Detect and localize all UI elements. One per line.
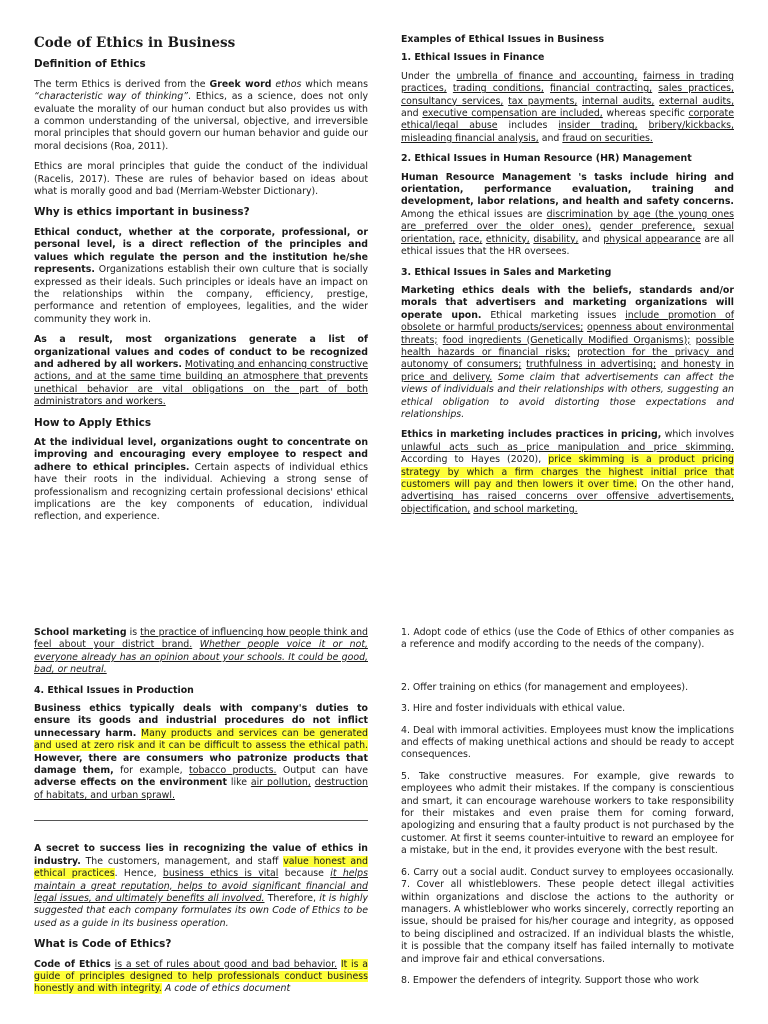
text-run: gender preference, [599, 221, 696, 233]
text-run: and [401, 108, 423, 120]
text-run: fraud on securities. [562, 132, 653, 144]
text-run: executive compensation are included, [422, 108, 603, 120]
text-run: like [226, 777, 251, 789]
text-run: Among the ethical issues are [401, 208, 547, 220]
text-run: is a set of rules about good and bad behavior. [114, 958, 338, 970]
list-item-1: 1. Adopt code of ethics (use the Code of Ethics of other companies as a reference and modify according to the needs of the company). [401, 627, 734, 651]
text-run [695, 221, 704, 232]
text-run: physical appearance [603, 233, 701, 245]
marketing-paragraph-2 [401, 429, 734, 516]
secret-to-success-paragraph [34, 843, 368, 930]
what-is-code-heading: What is Code of Ethics? [34, 938, 172, 951]
text-run: disability, [533, 233, 579, 245]
text-run: However, there are consumers who patronize products that damage them, [34, 752, 368, 777]
text-run: Ethics in marketing includes practices in pricing, [401, 429, 662, 441]
text-run: Certain aspects of individual ethics have their roots in the individual. Achieving a strong sense of professionalism and recognizing certain professional decisions' ethical implications are the key components of education, individual reflection, and experience. [34, 461, 368, 523]
text-run: It is a guide of principles designed to help professionals conduct business honestly and with integrity. [34, 958, 369, 995]
text-run: A code of ethics document [164, 983, 291, 995]
text-run: internal audits, [581, 95, 655, 107]
text-run: race, [458, 233, 483, 245]
text-run: . Ethics, as a science, does not only evaluate the morality of our human conduct but also provides us with a common understanding of the universal, objective, and irreversible moral principles that should govern our human behavior and guide our moral decisions (Roa, 2011). [34, 91, 368, 152]
text-run: which involves [661, 429, 734, 441]
text-run: Business ethics typically deals with company's duties to ensure its goods and industrial procedures do not inflict unnecessary harm. [34, 703, 368, 739]
text-run: “characteristic way of thinking” [34, 91, 189, 103]
text-run: destruction of habitats, and urban sprawl. [34, 777, 368, 801]
text-run: it is highly suggested that each company formulates its own Code of Ethics to be used as a guide in its business operation. [34, 892, 368, 929]
text-run: are all ethical issues that the HR oversees. [401, 233, 735, 258]
list-item-5: 5. Take constructive measures. For example, give rewards to employees who admit their mistakes. If the company is conscientious and smart, it can encourage warehouse workers to take responsibility for their mistakes and even praise them for coming forward, apologizing and ensuring that a faulty product is not purchased by the customer. At first it seems counter-intuitive to reward an employee for a mistake, but in the end, it provides everyone with the best result. [401, 770, 734, 857]
text-run: Ethical conduct, whether at the corporate, professional, or personal level, is a direct reflection of the principles and values which regulate the person and the institution he/she represents. [34, 226, 368, 276]
text-run: As a result, most organizations generate a list of organizational values and codes of conduct to be recognized and adhered by all workers. [34, 334, 368, 370]
text-run: external audits, [659, 95, 735, 107]
text-run: truthfulness in advertising; [526, 359, 657, 371]
text-run: School marketing [34, 627, 127, 638]
text-run: whereas specific [602, 108, 689, 120]
finance-paragraph [401, 71, 734, 145]
how-to-apply-heading: How to Apply Ethics [34, 416, 152, 429]
text-run: for example, [113, 765, 190, 777]
text-run: Whether people voice it or not, everyone already has an opinion about your schools. It could be good, bad, or neutral. [34, 639, 368, 676]
column-bottom-left [34, 627, 368, 1024]
text-run: discrimination by age (the young ones are preferred over the older ones), [401, 208, 734, 233]
how-to-apply-paragraph [34, 437, 368, 524]
text-run: food ingredients (Genetically Modified Organisms); [442, 334, 691, 346]
text-run: which means [301, 78, 369, 90]
document-title: Code of Ethics in Business [34, 35, 236, 51]
text-run: value honest and ethical practices [34, 855, 368, 880]
text-run: ethos [275, 78, 302, 90]
column-top-right [401, 34, 734, 554]
definition-heading: Definition of Ethics [34, 58, 146, 71]
text-run: Marketing ethics deals with the beliefs, standards and/or morals that advertisers and marketing organizations will operate upon. [401, 284, 734, 321]
hr-paragraph [401, 172, 734, 259]
list-item-6: 6. Carry out a social audit. Conduct survey to employees occasionally. 7. Cover all whistleblowers. These people detect illegal activities within organizations and disclose the actions to the authority or managers. A whistleblower who works sincerely, correctly reporting an issue, should be praised for his/her courage and integrity, as opposed to being disciplined and ostracized. If an individual blasts the whistle, it is possible that the company itself has failed internally to motivate and improve fair and ethical conversations. [401, 866, 734, 965]
list-item-8: 8. Empower the defenders of integrity. Support those who work [401, 974, 699, 986]
school-marketing-paragraph [34, 627, 368, 677]
list-item-3: 3. Hire and foster individuals with ethical value. [401, 703, 626, 715]
text-run: protection for the privacy and autonomy of consumers; [401, 346, 734, 371]
what-is-code-paragraph [34, 959, 368, 996]
text-run: Code of Ethics [34, 958, 111, 970]
text-run: misleading financial analysis, [401, 132, 539, 144]
text-run [591, 221, 600, 232]
column-top-left [34, 34, 369, 523]
text-run [638, 120, 649, 131]
text-run: price skimming is a product pricing strategy by which a firm charges the highest initial price that customers will pay and then lowers it over time. [401, 454, 734, 490]
text-run: tax payments, [508, 95, 578, 107]
text-run: . Hence, [114, 868, 163, 880]
text-run: business ethics is vital [162, 868, 279, 880]
text-run: and honesty in price and delivery. [401, 359, 734, 383]
text-run: financial contracting, [550, 83, 653, 95]
text-run: Motivating and enhancing constructive actions, and at the same time building an atmosphere that prevents unethical behavior are vital obligations on the part of both administrators and workers. [34, 358, 368, 408]
marketing-paragraph-1 [401, 285, 734, 421]
text-run: The term Ethics is derived from the [34, 78, 210, 90]
text-run: fairness in trading practices, [401, 70, 734, 95]
list-item-2: 2. Offer training on ethics (for management and employees). [401, 681, 689, 693]
text-run [192, 639, 199, 650]
text-run: At the individual level, organizations ought to concentrate on improving and encouraging every employee to respect and adhere to ethical principles. [34, 436, 368, 473]
text-run: and school marketing. [473, 503, 578, 515]
text-run: advertising has raised concerns over offensive advertisements, [401, 491, 734, 503]
text-run: Human Resource Management 's tasks include hiring and orientation, performance evaluation, training and development, labor relations, and health and safety concerns. [401, 171, 734, 208]
text-run: objectification, [401, 503, 471, 515]
text-run: ethnicity, [485, 233, 530, 245]
text-run: Under the [401, 70, 457, 82]
text-run: consultancy services, [401, 95, 504, 107]
text-run: openness about environmental threats; [401, 322, 735, 346]
text-run: insider trading, [558, 120, 638, 132]
why-important-paragraph-1 [34, 227, 368, 326]
text-run: the practice of influencing how people think and feel about your district brand. [34, 627, 368, 651]
examples-heading: Examples of Ethical Issues in Business [401, 34, 605, 45]
text-run: Therefore, [264, 892, 320, 904]
text-run: unlawful acts such as price manipulation and price skimming. [401, 441, 734, 453]
text-run: Output can have [276, 765, 368, 777]
production-heading: 4. Ethical Issues in Production [34, 684, 194, 696]
text-run: According to Hayes (2020), [401, 454, 549, 466]
text-run: The customers, management, and staff [80, 855, 284, 867]
finance-heading: 1. Ethical Issues in Finance [401, 52, 545, 64]
column-bottom-right [401, 627, 734, 1024]
text-run: possible health hazards or financial risks; [401, 334, 734, 358]
text-run: bribery/kickbacks, [648, 120, 734, 132]
text-run: trading conditions, [452, 83, 544, 95]
text-run: air pollution, [250, 777, 311, 789]
definition-paragraph-1 [34, 79, 368, 153]
divider [34, 820, 368, 821]
text-run: include promotion of obsolete or harmful products/services; [401, 309, 735, 334]
text-run: is [126, 627, 141, 638]
why-important-paragraph-2 [34, 334, 368, 408]
why-important-heading: Why is ethics important in business? [34, 206, 250, 219]
text-run: and [578, 233, 604, 245]
text-run: includes [497, 120, 559, 132]
text-run: sales practices, [658, 83, 734, 95]
text-run: Some claim that advertisements can affect the views of individuals and their relationships with others, suggesting an ethical obligation to avoid distorting those expectations and relationships. [401, 371, 735, 420]
text-run: A secret to success lies in recognizing the value of ethics in industry. [34, 843, 368, 867]
text-run: tobacco products. [189, 765, 277, 777]
list-item-4: 4. Deal with immoral activities. Employees must know the implications and effects of making unethical actions and should be ready to accept consequences. [401, 724, 734, 761]
text-run: adverse effects on the environment [34, 777, 227, 789]
text-run: it helps maintain a great reputation, helps to avoid significant financial and legal issues, and ultimately benefits all involved. [34, 868, 368, 904]
text-run: Organizations establish their own culture that is socially expressed as their ideals. Such principles or ideals have an impact on the relationships within the company, efficiency, prestige, performance and retention of employees, legalities, and the wider community they work in. [34, 264, 368, 325]
hr-heading: 2. Ethical Issues in Human Resource (HR) Management [401, 153, 692, 165]
text-run: sexual orientation, [401, 221, 735, 245]
text-run: Greek word [209, 78, 272, 90]
text-run: Many products and services can be generated and used at zero risk and it can be difficult to assess the ethical path. [34, 727, 368, 752]
text-run: Ethics are moral principles that guide the conduct of the individual (Racelis, 2017). These are rules of behavior based on ideas about what is morally good and bad (Merriam-Webster Dictionary). [34, 161, 368, 198]
text-run: and [538, 132, 563, 144]
text-run: corporate ethical/legal abuse [401, 108, 734, 132]
text-run: On the other hand, [637, 479, 734, 490]
text-run: Ethical marketing issues [481, 309, 626, 321]
definition-paragraph-2 [34, 161, 368, 198]
text-run: umbrella of finance and accounting, [456, 70, 638, 82]
text-run: because [278, 868, 331, 880]
production-paragraph [34, 703, 368, 802]
marketing-heading: 3. Ethical Issues in Sales and Marketing [401, 266, 612, 278]
